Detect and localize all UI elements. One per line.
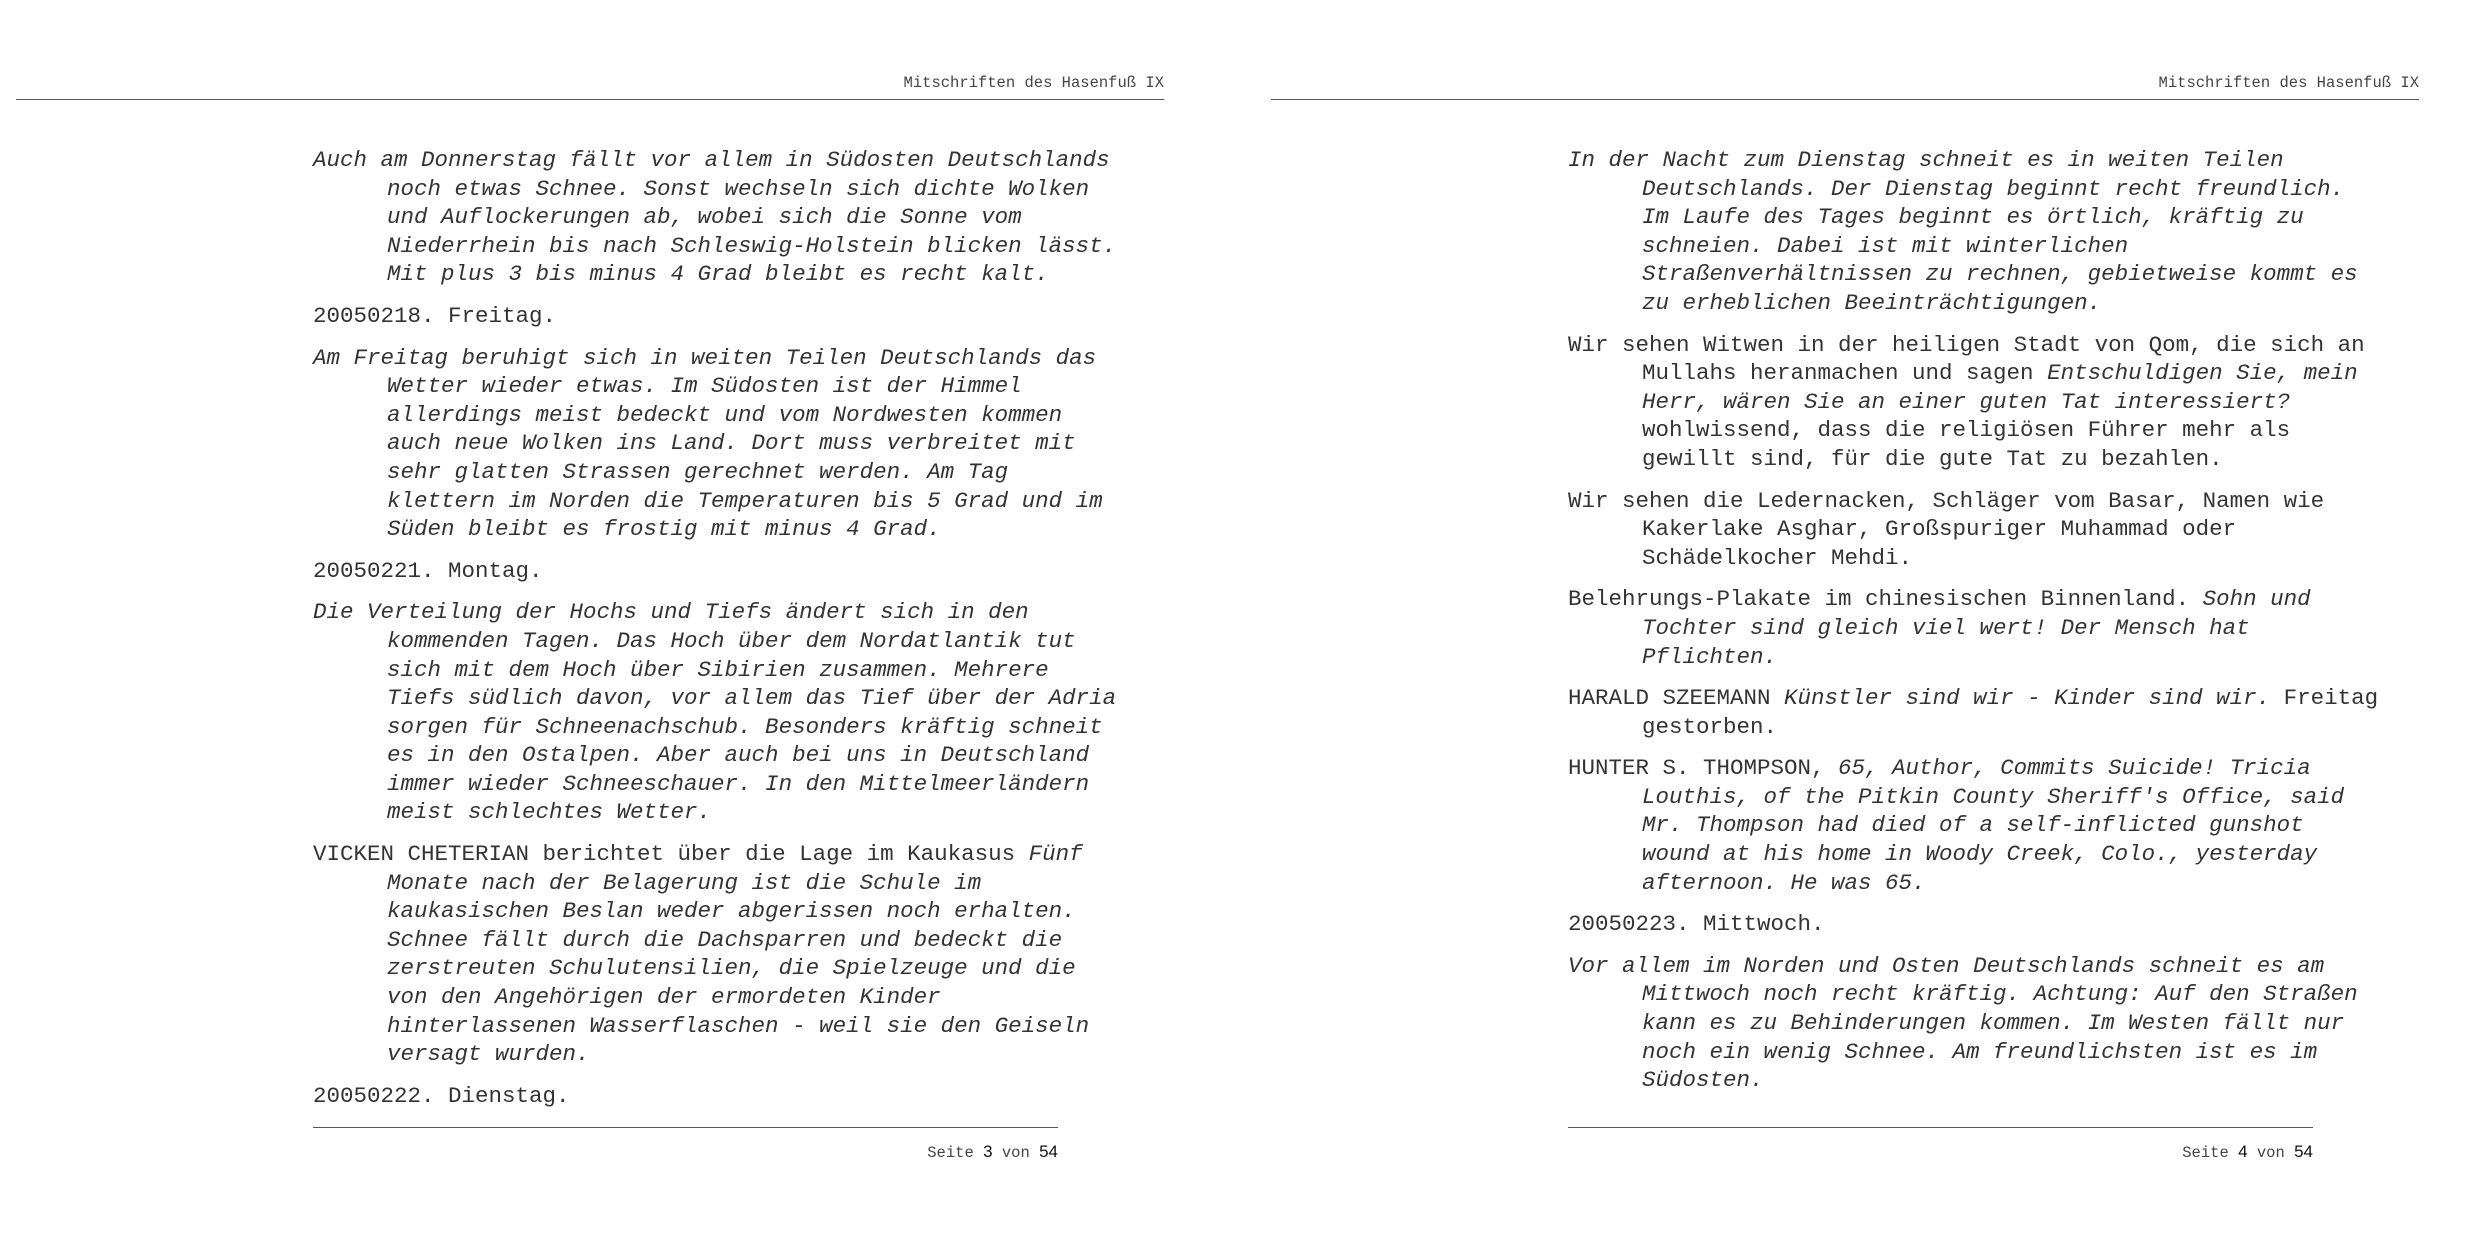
entry-paragraph: [313, 840, 1213, 1069]
entry-paragraph: [1568, 754, 2468, 897]
weather-paragraph: Am Freitag beruhigt sich in weiten Teilen Deutschlands das Wetter wieder etwas. Im Südosten ist der Himmel allerdings meist bedeckt und vom Nordwesten kommen auch neue Wolken ins Land. Dort muss verbreitet mit sehr glatten Strassen gerechnet werden. Am Tag klettern im Norden die Temperaturen bis 5 Grad und im Süden bleibt es frostig mit minus 4 Grad.: [313, 344, 1103, 543]
seite-label: Seite: [927, 1144, 974, 1162]
total-pages: 54: [1039, 1142, 1058, 1161]
entry-paragraph: [1568, 684, 2468, 741]
total-pages: 54: [2294, 1142, 2313, 1161]
page-number: 3: [983, 1142, 993, 1161]
page-body: [313, 146, 1213, 1123]
entry-tail: Freitag gestorben.: [1642, 685, 2379, 740]
running-header: Mitschriften des Hasenfuß IX: [1271, 74, 2419, 100]
entry-lead: Belehrungs-Plakate im chinesischen Binnenland.: [1568, 586, 2203, 613]
entry-lead: HARALD SZEEMANN: [1568, 685, 1785, 712]
entry-quote: 65, Author, Commits Suicide! Tricia Louthis, of the Pitkin County Sheriff's Office, said Mr. Thompson had died of a self-inflicted gunshot wound at his home in Woody Creek, Colo., yesterday afternoon. He was 65.: [1642, 755, 2345, 896]
von-label: von: [2256, 1144, 2285, 1162]
diary-date: 20050222. Dienstag.: [313, 1082, 570, 1109]
diary-date: 20050218. Freitag.: [313, 302, 557, 329]
diary-date: 20050223. Mittwoch.: [1568, 911, 1825, 938]
page-number: 4: [2238, 1142, 2248, 1161]
entry-paragraph: Wir sehen die Ledernacken, Schläger vom Basar, Namen wie Kakerlake Asghar, Großspuriger Muhammad oder Schädelkocher Mehdi.: [1568, 487, 2325, 571]
entry-paragraph: [1568, 585, 2468, 671]
entry-quote: Sohn und Tochter sind gleich viel wert! Der Mensch hat Pflichten.: [1642, 586, 2311, 670]
running-header: Mitschriften des Hasenfuß IX: [16, 74, 1164, 100]
weather-paragraph: Vor allem im Norden und Osten Deutschlands schneit es am Mittwoch noch recht kräftig. Achtung: Auf den Straßen kann es zu Behinderungen kommen. Im Westen fällt nur noch ein wenig Schnee. Am freundlichsten ist es im Südosten.: [1568, 952, 2358, 1094]
entry-lead: HUNTER S. THOMPSON,: [1568, 755, 1839, 782]
right-page: [1255, 0, 2480, 1240]
entry-paragraph: [1568, 331, 2468, 474]
diary-date: 20050221. Montag.: [313, 557, 543, 584]
entry-quote: Künstler sind wir - Kinder sind wir.: [1784, 685, 2271, 712]
weather-paragraph: In der Nacht zum Dienstag schneit es in weiten Teilen Deutschlands. Der Dienstag beginnt recht freundlich. Im Laufe des Tages beginnt es örtlich, kräftig zu schneien. Dabei ist mit winterlichen Straßenverhältnissen zu rechnen, gebietweise kommt es zu erheblichen Beeinträchtigungen.: [1568, 147, 2358, 316]
entry-lead: VICKEN CHETERIAN berichtet über die Lage im Kaukasus: [313, 841, 1029, 868]
weather-paragraph: Auch am Donnerstag fällt vor allem in Südosten Deutschlands noch etwas Schnee. Sonst wechseln sich dichte Wolken und Auflockerungen ab, wobei sich die Sonne vom Niederrhein bis nach Schleswig-Holstein blicken lässt. Mit plus 3 bis minus 4 Grad bleibt es recht kalt.: [313, 147, 1117, 288]
page-footer: [1568, 1127, 2313, 1162]
page-footer: [313, 1127, 1058, 1162]
entry-tail: wohlwissend, dass die religiösen Führer mehr als gewillt sind, für die gute Tat zu bezahlen.: [1642, 417, 2291, 472]
entry-quote: Fünf Monate nach der Belagerung ist die Schule im kaukasischen Beslan weder abgerissen noch erhalten. Schnee fällt durch die Dachsparren und bedeckt die zerstreuten Schulutensilien, die Spielzeuge und die von den Angehörigen der ermordeten Kinder hinterlassenen Wasserflaschen - weil sie den Geiseln versagt wurden.: [387, 841, 1090, 1068]
page-body: [1568, 146, 2468, 1108]
von-label: von: [1001, 1144, 1030, 1162]
weather-paragraph: Die Verteilung der Hochs und Tiefs ändert sich in den kommenden Tagen. Das Hoch über dem Nordatlantik tut sich mit dem Hoch über Sibirien zusammen. Mehrere Tiefs südlich davon, vor allem das Tief über der Adria sorgen für Schneenachschub. Besonders kräftig schneit es in den Ostalpen. Aber auch bei uns in Deutschland immer wieder Schneeschauer. In den Mittelmeerländern meist schlechtes Wetter.: [313, 599, 1117, 826]
seite-label: Seite: [2182, 1144, 2229, 1162]
entry-quote: Entschuldigen Sie, mein Herr, wären Sie an einer guten Tat interessiert?: [1642, 360, 2358, 415]
entry-lead: Wir sehen Witwen in der heiligen Stadt von Qom, die sich an Mullahs heranmachen und sagen: [1568, 331, 2365, 387]
